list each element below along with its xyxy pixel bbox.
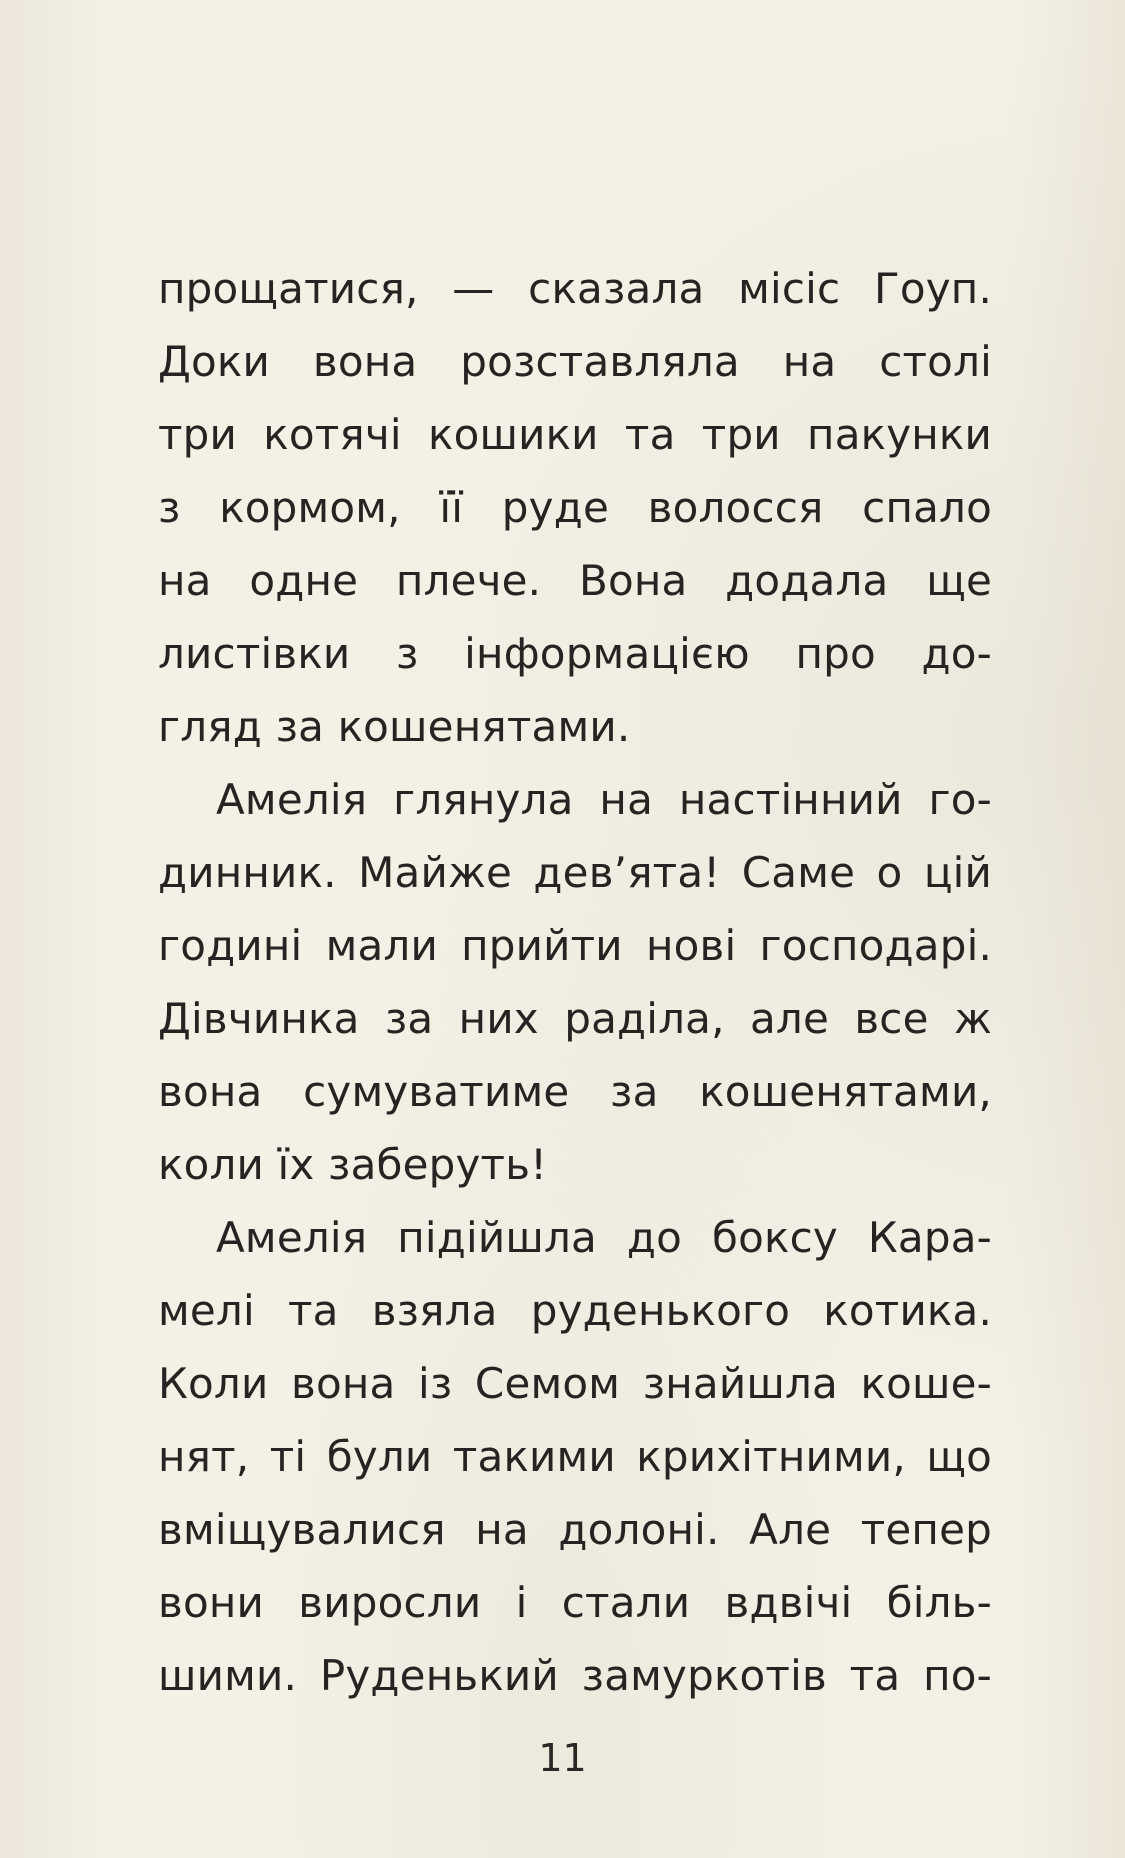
text-line: динник. Майже дев’ята! Саме о цій	[158, 848, 992, 897]
paragraph	[158, 1201, 992, 1712]
text-line: коли їх заберуть!	[158, 1140, 548, 1189]
text-line: вміщувалися на долоні. Але тепер	[158, 1505, 992, 1554]
text-line: вони виросли і стали вдвічі біль-	[158, 1578, 992, 1627]
text-line: Амелія глянула на настінний го-	[216, 775, 992, 824]
page-number: 11	[538, 1736, 587, 1780]
text-line: листівки з інформацією про до-	[158, 629, 992, 678]
text-line: Амелія підійшла до боксу Кара-	[216, 1213, 992, 1262]
text-line: Дівчинка за них раділа, але все ж	[158, 994, 992, 1043]
text-line: шими. Руденький замуркотів та по-	[158, 1651, 992, 1700]
text-line: нят, ті були такими крихітними, що	[158, 1432, 992, 1481]
text-line: мелі та взяла руденького котика.	[158, 1286, 992, 1335]
text-line: гляд за кошенятами.	[158, 702, 631, 751]
text-line: Доки вона розставляла на столі	[158, 337, 992, 386]
text-line: прощатися, — сказала місіс Гоуп.	[158, 264, 992, 313]
text-line: з кормом, її руде волосся спало	[158, 483, 992, 532]
paragraph	[158, 252, 992, 763]
text-line: годині мали прийти нові господарі.	[158, 921, 992, 970]
text-line: на одне плече. Вона додала ще	[158, 556, 992, 605]
paragraph	[158, 763, 992, 1201]
text-line: три котячі кошики та три пакунки	[158, 410, 992, 459]
text-line: вона сумуватиме за кошенятами,	[158, 1067, 992, 1116]
text-line: Коли вона із Семом знайшла коше-	[158, 1359, 992, 1408]
body-text	[158, 252, 992, 1712]
